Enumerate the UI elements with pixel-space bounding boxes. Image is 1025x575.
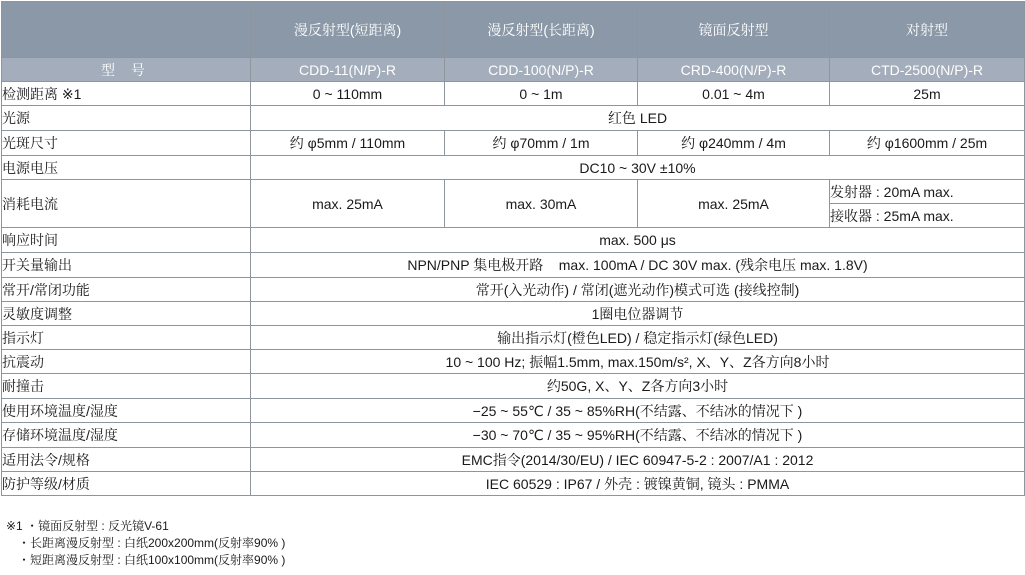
footnotes [6,518,285,569]
row-label: 防护等级/材质 [2,472,251,496]
row-label: 光源 [2,106,251,131]
cell-value: EMC指令(2014/30/EU) / IEC 60947-5-2 : 2007/A1 : 2012 [251,448,1025,472]
row-label: 消耗电流 [2,180,251,228]
cell-value: 10 ~ 100 Hz; 振幅1.5mm, max.150m/s², X、Y、Z各方向8小时 [251,350,1025,374]
footnote-1: ※1 ・镜面反射型 : 反光镜V-61 [6,519,169,533]
row-label: 检测距离 ※1 [2,82,251,106]
header-col-4: 对射型 [830,2,1025,58]
row-output [2,253,1025,278]
cell-value: 输出指示灯(橙色LED) / 稳定指示灯(绿色LED) [251,326,1025,350]
row-voltage [2,156,1025,180]
row-op-temp [2,399,1025,423]
row-protection [2,472,1025,496]
row-current [2,180,1025,204]
cell-value: 25m [830,82,1025,106]
header-blank-cell [2,2,251,58]
cell-value: 0 ~ 1m [445,82,638,106]
row-mode [2,278,1025,302]
row-vibration [2,350,1025,374]
row-label: 抗震动 [2,350,251,374]
spec-table [1,1,1025,496]
model-2: CDD-100(N/P)-R [445,58,638,82]
row-light [2,106,1025,131]
row-standards [2,448,1025,472]
row-label: 光斑尺寸 [2,131,251,156]
header-col-1: 漫反射型(短距离) [251,2,445,58]
cell-emitter-current: 发射器 : 20mA max. [830,180,1025,204]
cell-value: NPN/PNP 集电极开路 max. 100mA / DC 30V max. (残余电压 max. 1.8V) [251,253,1025,278]
cell-value: DC10 ~ 30V ±10% [251,156,1025,180]
cell-value: 0 ~ 110mm [251,82,445,106]
row-label: 开关量输出 [2,253,251,278]
model-row [2,58,1025,82]
cell-value: −30 ~ 70℃ / 35 ~ 95%RH(不结露、不结冰的情况下 ) [251,423,1025,448]
row-label: 响应时间 [2,228,251,253]
row-distance [2,82,1025,106]
row-label: 存储环境温度/湿度 [2,423,251,448]
cell-value: 约 φ240mm / 4m [638,131,830,156]
cell-value: 红色 LED [251,106,1025,131]
row-label: 指示灯 [2,326,251,350]
cell-value: max. 30mA [445,180,638,228]
row-sensitivity [2,302,1025,326]
row-indicator [2,326,1025,350]
cell-value: 约 φ70mm / 1m [445,131,638,156]
cell-value: 约 φ1600mm / 25m [830,131,1025,156]
row-label: 灵敏度调整 [2,302,251,326]
cell-value: 1圈电位器调节 [251,302,1025,326]
model-4: CTD-2500(N/P)-R [830,58,1025,82]
row-label: 适用法令/规格 [2,448,251,472]
cell-receiver-current: 接收器 : 25mA max. [830,204,1025,228]
cell-value: 常开(入光动作) / 常闭(遮光动作)模式可选 (接线控制) [251,278,1025,302]
cell-value: IEC 60529 : IP67 / 外壳 : 镀镍黄铜, 镜头 : PMMA [251,472,1025,496]
model-1: CDD-11(N/P)-R [251,58,445,82]
row-label: 使用环境温度/湿度 [2,399,251,423]
footnote-3: ・短距离漫反射型 : 白纸100x100mm(反射率90% ) [18,553,286,567]
header-col-3: 镜面反射型 [638,2,830,58]
row-label: 耐撞击 [2,374,251,399]
cell-value: 约 φ5mm / 110mm [251,131,445,156]
header-row [2,2,1025,58]
cell-value: max. 500 μs [251,228,1025,253]
row-label: 常开/常闭功能 [2,278,251,302]
cell-value: max. 25mA [251,180,445,228]
cell-value: −25 ~ 55℃ / 35 ~ 85%RH(不结露、不结冰的情况下 ) [251,399,1025,423]
cell-value: max. 25mA [638,180,830,228]
header-col-2: 漫反射型(长距离) [445,2,638,58]
row-spot [2,131,1025,156]
model-label: 型 号 [2,58,251,82]
row-response [2,228,1025,253]
model-3: CRD-400(N/P)-R [638,58,830,82]
cell-value: 0.01 ~ 4m [638,82,830,106]
row-shock [2,374,1025,399]
footnote-2: ・长距离漫反射型 : 白纸200x200mm(反射率90% ) [18,536,286,550]
cell-value: 约50G, X、Y、Z各方向3小时 [251,374,1025,399]
row-label: 电源电压 [2,156,251,180]
row-st-temp [2,423,1025,448]
